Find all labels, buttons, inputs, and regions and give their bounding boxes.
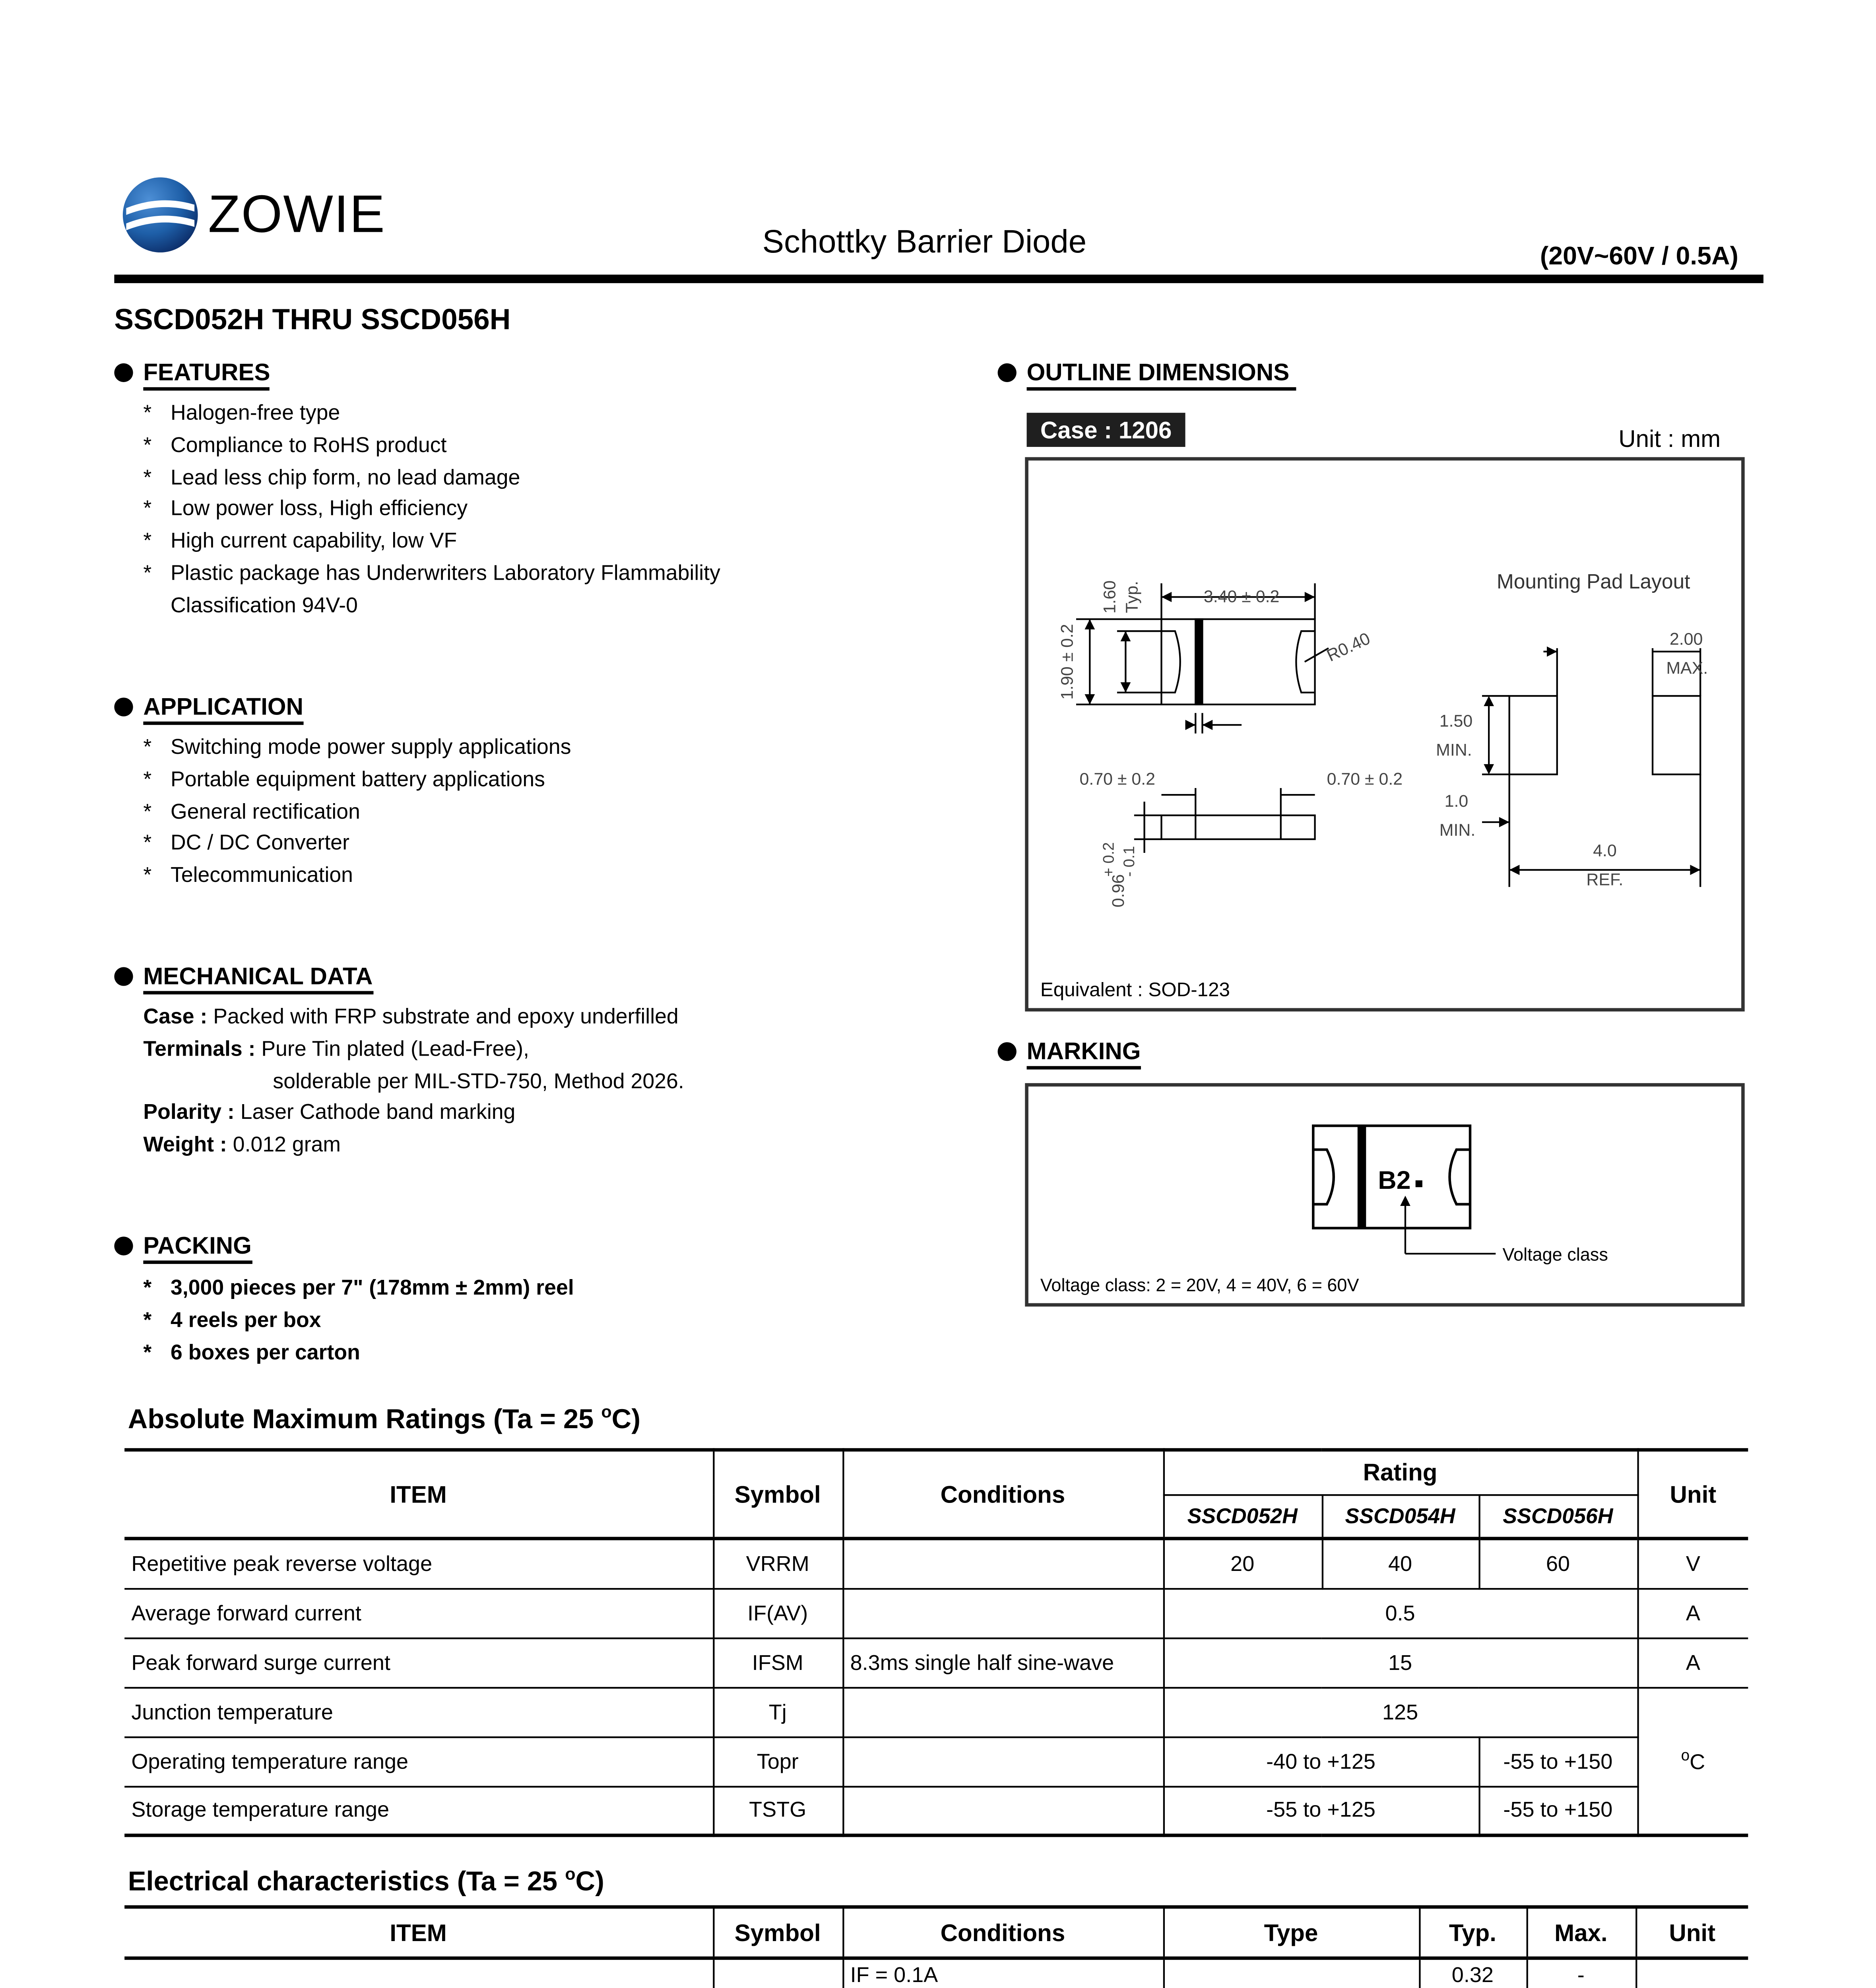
marking-code: B2	[1378, 1166, 1411, 1195]
dim-length: 3.40 ± 0.2	[1203, 587, 1280, 606]
marking-cathode-band	[1358, 1126, 1366, 1228]
abs-max-table	[124, 1448, 1748, 1837]
dim-total: 4.0	[1593, 841, 1617, 860]
dim-pad-w-note: MAX.	[1666, 658, 1708, 678]
list-item: * Portable equipment battery applications	[143, 767, 545, 791]
list-item: Classification 94V-0	[171, 593, 358, 617]
elec-col-typ: Typ.	[1419, 1907, 1526, 1958]
table-row: IF = 0.1A 0.32 -	[124, 1958, 1748, 1988]
chip-side-view	[1161, 815, 1315, 839]
list-item: * Halogen-free type	[143, 401, 340, 425]
case-label: Case : 1206	[1027, 413, 1185, 447]
dim-pad-left: 0.70 ± 0.2	[1079, 769, 1156, 789]
list-item: * DC / DC Converter	[143, 831, 349, 855]
dim-pad-h: 1.50	[1439, 711, 1473, 731]
application-list	[143, 732, 859, 892]
marking-dot	[1416, 1180, 1422, 1187]
voltage-class-label: Voltage class	[1502, 1244, 1608, 1265]
table-row: Operating temperature range Topr -40 to +125 -55 to +150	[124, 1736, 1748, 1786]
mechanical-data-block: Case : Packed with FRP substrate and epoxy underfilled Terminals : Pure Tin plated (Lead-Free), solderable per MIL-STD-750, Method 2026. Polarity : Laser Cathode band marking Weight : 0.012 gram	[143, 1004, 684, 1157]
outline-bullet-icon	[998, 363, 1017, 382]
cathode-band	[1195, 619, 1202, 705]
equivalent-label: Equivalent : SOD-123	[1040, 978, 1230, 1001]
application-bullet-icon	[114, 698, 133, 716]
zowie-logo-icon	[119, 174, 201, 256]
elec-col-type: Type	[1163, 1907, 1419, 1958]
part-range-title: SSCD052H THRU SSCD056H	[114, 303, 511, 336]
list-item: * Lead less chip form, no lead damage	[143, 465, 520, 489]
table-row: Peak forward surge current IFSM 8.3ms single half sine-wave 15 A	[124, 1637, 1748, 1687]
dim-pad-right: 0.70 ± 0.2	[1327, 769, 1403, 789]
dim-typ-label: Typ.	[1122, 580, 1142, 613]
list-item: * High current capability, low VF	[143, 529, 457, 553]
packing-list	[143, 1272, 859, 1369]
pad-right	[1653, 696, 1700, 774]
table-row: Storage temperature range TSTG -55 to +125 -55 to +150	[124, 1786, 1748, 1835]
abs-max-title: Absolute Maximum Ratings (Ta = 25 $^o$C)	[128, 1404, 641, 1435]
elec-col-unit: Unit	[1635, 1907, 1748, 1958]
doc-title: Schottky Barrier Diode	[762, 225, 1087, 261]
dim-gap: 1.0	[1444, 792, 1469, 811]
mechanical-bullet-icon	[114, 967, 133, 986]
features-list	[143, 398, 859, 622]
outline-drawing	[1028, 460, 1741, 1008]
dim-radius: R0.40	[1324, 629, 1374, 666]
packing-bullet-icon	[114, 1237, 133, 1255]
col-sscd052h: SSCD052H	[1163, 1494, 1322, 1539]
left-terminal-notch	[1161, 631, 1180, 692]
brand-name: ZOWIE	[208, 184, 386, 244]
dim-thickness-tol: + 0.2	[1100, 842, 1117, 877]
elec-col-item: ITEM	[124, 1907, 713, 1958]
list-item: * Plastic package has Underwriters Laboratory Flammability	[143, 561, 720, 585]
elec-table	[124, 1905, 1748, 1988]
temp-unit: $^o$C	[1637, 1687, 1748, 1835]
col-conditions: Conditions	[842, 1450, 1163, 1539]
col-item: ITEM	[124, 1450, 713, 1539]
table-row: Repetitive peak reverse voltage VRRM 20 40 60 V	[124, 1539, 1748, 1588]
marking-heading: MARKING	[1027, 1037, 1141, 1070]
marking-box	[1025, 1083, 1744, 1307]
list-item: * Low power loss, High efficiency	[143, 497, 468, 521]
dim-pad-w: 2.00	[1669, 629, 1703, 649]
list-item: * Compliance to RoHS product	[143, 433, 447, 457]
list-item: * Telecommunication	[143, 863, 353, 887]
elec-col-symbol: Symbol	[713, 1907, 842, 1958]
col-sscd056h: SSCD056H	[1478, 1494, 1637, 1539]
col-rating: Rating	[1163, 1450, 1637, 1495]
dim-height-typ: 1.60	[1100, 580, 1119, 614]
outline-heading: OUTLINE DIMENSIONS	[1027, 358, 1296, 391]
dim-gap-note: MIN.	[1439, 821, 1476, 840]
packing-heading: PACKING	[143, 1231, 252, 1264]
marking-bullet-icon	[998, 1042, 1017, 1061]
col-unit: Unit	[1637, 1450, 1748, 1539]
voltage-current-range: (20V~60V / 0.5A)	[1540, 242, 1738, 272]
pad-layout-title: Mounting Pad Layout	[1496, 570, 1690, 593]
chip-top-view	[1161, 619, 1315, 705]
dim-thickness-tol2: - 0.1	[1120, 846, 1138, 877]
list-item: * General rectification	[143, 799, 360, 823]
features-bullet-icon	[114, 363, 133, 382]
header-rule	[114, 275, 1763, 283]
col-symbol: Symbol	[713, 1450, 842, 1539]
elec-col-max: Max.	[1527, 1907, 1636, 1958]
list-item: * 4 reels per box	[143, 1308, 321, 1332]
unit-label: Unit : mm	[1618, 425, 1721, 452]
dim-height: 1.90 ± 0.2	[1057, 624, 1077, 700]
list-item: * Switching mode power supply applications	[143, 735, 571, 759]
mechanical-heading: MECHANICAL DATA	[143, 962, 372, 995]
col-sscd054h: SSCD054H	[1322, 1494, 1479, 1539]
table-row: Junction temperature Tj 125 $^o$C	[124, 1687, 1748, 1736]
outline-diagram-box	[1025, 457, 1744, 1011]
list-item: * 3,000 pieces per 7" (178mm ± 2mm) reel	[143, 1276, 574, 1300]
list-item: * 6 boxes per carton	[143, 1340, 360, 1364]
dim-thickness: 0.96	[1109, 874, 1128, 908]
voltage-class-note: Voltage class: 2 = 20V, 4 = 40V, 6 = 60V	[1040, 1275, 1359, 1295]
marking-drawing	[1028, 1087, 1741, 1303]
elec-col-conditions: Conditions	[842, 1907, 1163, 1958]
features-heading: FEATURES	[143, 358, 270, 391]
application-heading: APPLICATION	[143, 693, 303, 725]
dim-pad-h-note: MIN.	[1436, 740, 1472, 760]
table-row: Average forward current IF(AV) 0.5 A	[124, 1588, 1748, 1637]
elec-title: Electrical characteristics (Ta = 25 $^o$C)	[128, 1866, 605, 1897]
pad-left	[1509, 696, 1557, 774]
dim-total-note: REF.	[1586, 870, 1624, 889]
